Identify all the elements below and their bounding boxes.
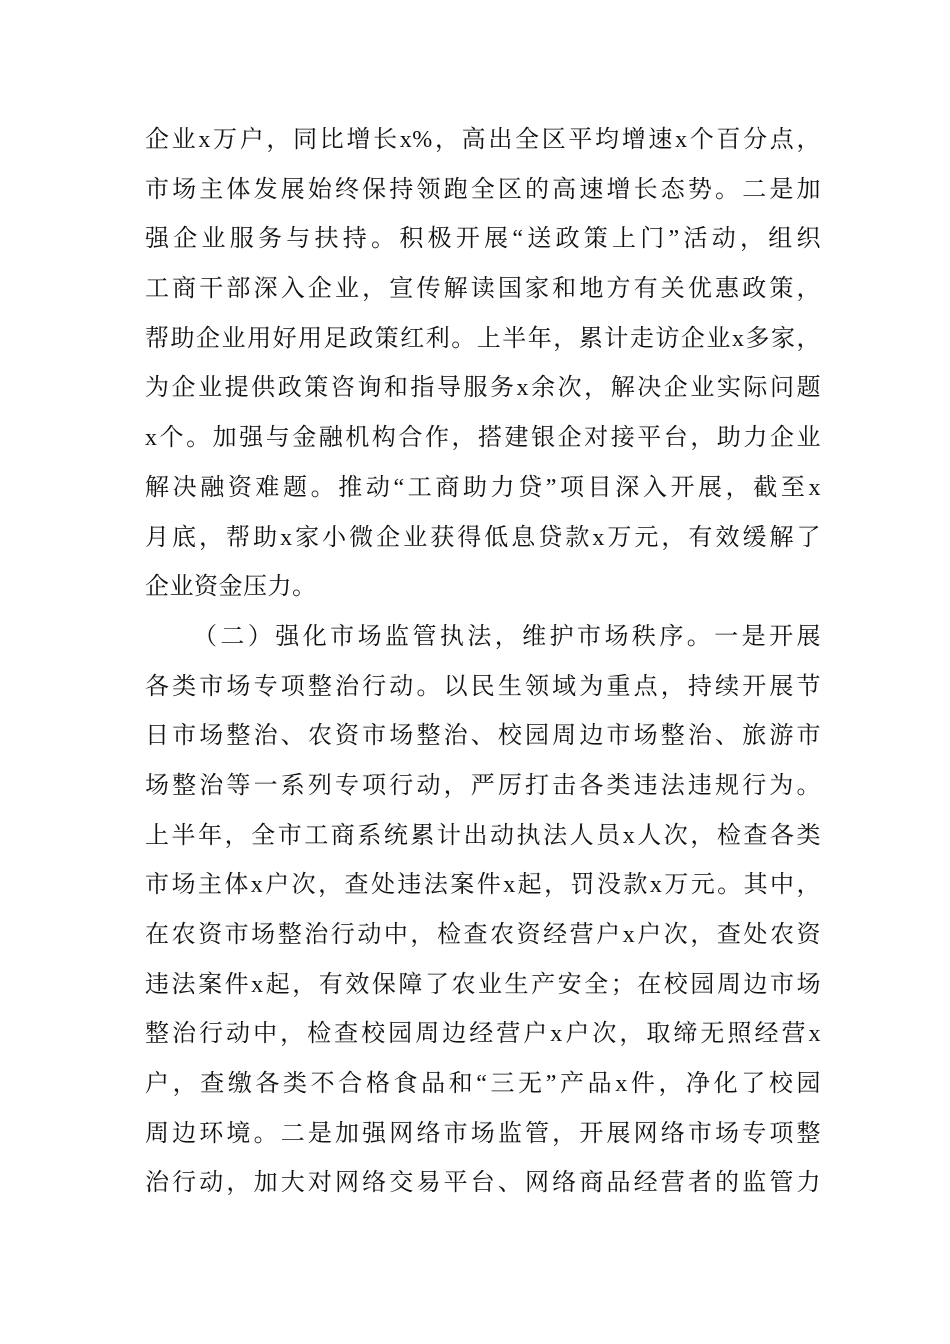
text-line: x个。加强与金融机构合作，搭建银企对接平台，助力企业 [145, 425, 821, 452]
text-line: 户，查缴各类不合格食品和“三无”产品x件，净化了校园 [145, 1071, 821, 1098]
text-line: （二）强化市场监管执法，维护市场秩序。一是开展 [193, 623, 821, 650]
text-line: 工商干部深入企业，宣传解读国家和地方有关优惠政策， [145, 276, 821, 303]
text-line: 为企业提供政策咨询和指导服务x余次，解决企业实际问题 [145, 375, 821, 402]
text-line: 企业资金压力。 [145, 574, 317, 601]
text-line: 场整治等一系列专项行动，严厉打击各类违法违规行为。 [145, 772, 821, 799]
text-line: 月底，帮助x家小微企业获得低息贷款x万元，有效缓解了 [145, 524, 821, 551]
text-line: 市场主体x户次，查处违法案件x起，罚没款x万元。其中， [145, 872, 821, 899]
text-line: 在农资市场整治行动中，检查农资经营户x户次，查处农资 [145, 922, 821, 948]
body-paragraph [145, 613, 821, 1209]
text-line: 企业x万户，同比增长x%，高出全区平均增速x个百分点， [145, 127, 821, 153]
text-line: 解决融资难题。推动“工商助力贷”项目深入开展，截至x [145, 474, 821, 501]
text-line: 上半年，全市工商系统累计出动执法人员x人次，检查各类 [145, 822, 821, 849]
text-line: 违法案件x起，有效保障了农业生产安全；在校园周边市场 [145, 971, 821, 998]
text-line: 强企业服务与扶持。积极开展“送政策上门”活动，组织 [145, 226, 821, 253]
text-line: 治行动，加大对网络交易平台、网络商品经营者的监管力 [145, 1170, 821, 1197]
body-paragraph-continued [145, 116, 821, 613]
document-page [145, 116, 821, 1209]
text-line: 市场主体发展始终保持领跑全区的高速增长态势。二是加 [145, 176, 821, 203]
text-line: 周边环境。二是加强网络市场监管，开展网络市场专项整 [145, 1120, 821, 1147]
text-line: 各类市场专项整治行动。以民生领域为重点，持续开展节 [145, 673, 821, 700]
text-line: 帮助企业用好用足政策红利。上半年，累计走访企业x多家， [145, 325, 821, 352]
text-line: 日市场整治、农资市场整治、校园周边市场整治、旅游市 [145, 723, 821, 750]
text-line: 整治行动中，检查校园周边经营户x户次，取缔无照经营x [145, 1021, 821, 1048]
